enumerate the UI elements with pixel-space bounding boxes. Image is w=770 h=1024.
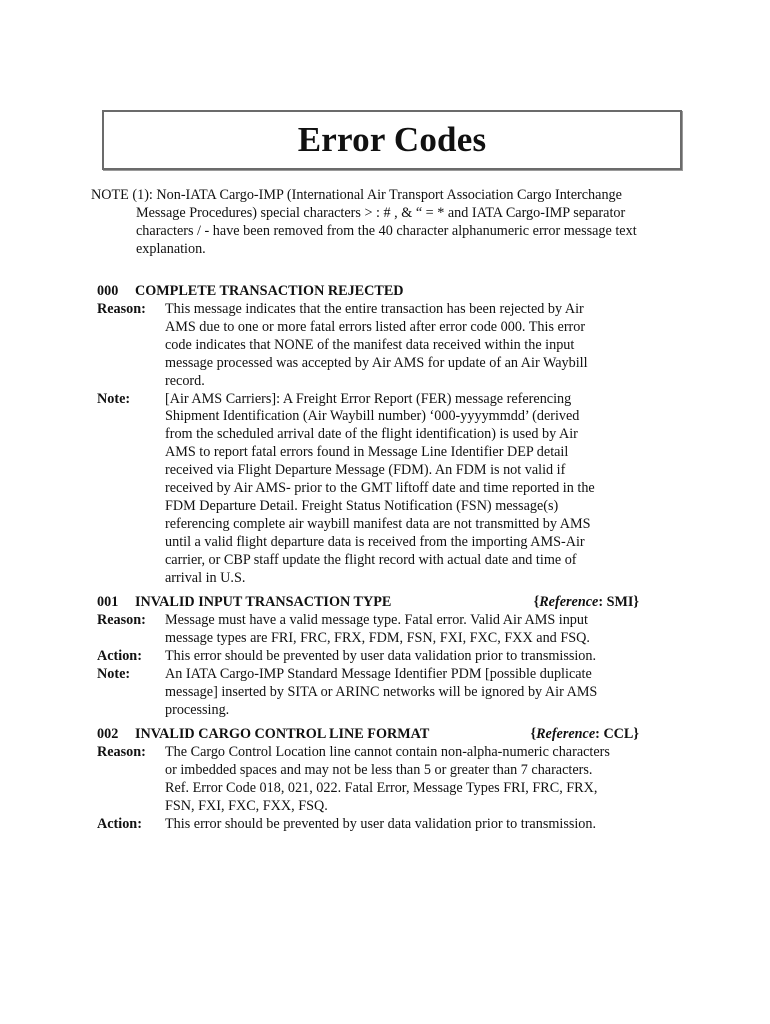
error-code: 001 [97, 594, 119, 610]
text-line: until a valid flight departure data is received from the importing AMS-Air [165, 533, 585, 550]
row-label: Note: [97, 390, 131, 407]
text-line: Ref. Error Code 018, 021, 022. Fatal Error, Message Types FRI, FRC, FRX, [165, 779, 598, 796]
text-line: [Air AMS Carriers]: A Freight Error Report (FER) message referencing [165, 390, 572, 407]
row-label: Action: [97, 647, 142, 664]
text-line: An IATA Cargo-IMP Standard Message Identifier PDM [possible duplicate [165, 665, 592, 682]
error-title: INVALID INPUT TRANSACTION TYPE [135, 594, 392, 610]
row-text [165, 391, 642, 588]
row-label: Action: [97, 815, 142, 832]
text-line: This error should be prevented by user data validation prior to transmission. [165, 815, 597, 832]
reference-label: Reference [539, 594, 599, 610]
text-line: record. [165, 372, 205, 389]
text-line: message] inserted by SITA or ARINC networks will be ignored by Air AMS [165, 683, 598, 700]
text-line: This error should be prevented by user data validation prior to transmission. [165, 647, 597, 664]
note-row [97, 391, 642, 588]
text-line: message types are FRI, FRC, FRX, FDM, FSN, FXI, FXC, FXX and FSQ. [165, 629, 590, 646]
row-text [165, 666, 642, 720]
reference-label: Reference [536, 726, 596, 742]
text-line: or imbedded spaces and may not be less than 5 or greater than 7 characters. [165, 761, 593, 778]
error-section-000 [97, 283, 642, 588]
text-line: from the scheduled arrival date of the flight identification) is used by Air [165, 426, 578, 443]
text-line: code indicates that NONE of the manifest data received within the input [165, 336, 575, 353]
error-title: COMPLETE TRANSACTION REJECTED [135, 283, 404, 299]
error-section-002 [97, 726, 642, 834]
row-label: Reason: [97, 744, 146, 760]
text-line: message processed was accepted by Air AMS for update of an Air Waybill [165, 354, 588, 371]
error-section-001 [97, 594, 642, 719]
error-code: 002 [97, 726, 119, 742]
text-line: processing. [165, 701, 230, 718]
error-title: INVALID CARGO CONTROL LINE FORMAT [135, 726, 430, 742]
text-line: FDM Departure Detail. Freight Status Notification (FSN) message(s) [165, 497, 559, 514]
text-line: AMS due to one or more fatal errors listed after error code 000. This error [165, 318, 586, 335]
reason-row [97, 301, 642, 391]
text-line: arrival in U.S. [165, 569, 246, 586]
row-text [165, 301, 642, 391]
reference-value: CCL [603, 726, 634, 742]
reference-value: SMI [606, 594, 634, 610]
text-line: This message indicates that the entire transaction has been rejected by Air [165, 301, 584, 317]
error-code: 000 [97, 283, 119, 299]
row-text [165, 816, 642, 834]
action-row [97, 648, 642, 666]
text-line: FSN, FXI, FXC, FXX, FSQ. [165, 797, 328, 814]
text-line: carrier, or CBP staff update the flight record with actual date and time of [165, 551, 577, 568]
row-text [165, 648, 642, 666]
text-line: Message must have a valid message type. Fatal error. Valid Air AMS input [165, 612, 588, 628]
reason-row [97, 612, 642, 648]
text-line: received via Flight Departure Message (FDM). An FDM is not valid if [165, 462, 566, 479]
reference-tag: {Reference: SMI} [533, 594, 639, 610]
row-label: Reason: [97, 301, 146, 317]
note-line: explanation. [136, 240, 206, 257]
text-line: received by Air AMS- prior to the GMT liftoff date and time reported in the [165, 480, 595, 497]
text-line: The Cargo Control Location line cannot contain non-alpha-numeric characters [165, 744, 610, 760]
title-box [102, 110, 682, 170]
page-title: Error Codes [297, 120, 487, 159]
row-label: Note: [97, 665, 131, 682]
text-line: Shipment Identification (Air Waybill number) ‘000-yyyymmdd’ (derived [165, 408, 580, 425]
section-heading [97, 726, 642, 744]
text-line: referencing complete air waybill manifest data are not transmitted by AMS [165, 515, 591, 532]
row-text [165, 744, 642, 816]
action-row [97, 816, 642, 834]
row-label: Reason: [97, 612, 146, 628]
row-text [165, 612, 642, 648]
note-line: NOTE (1): Non-IATA Cargo-IMP (International Air Transport Association Cargo Interchange [91, 187, 622, 203]
note-line: Message Procedures) special characters > : # , & “ = * and IATA Cargo-IMP separator [136, 204, 626, 221]
note-paragraph [91, 187, 681, 259]
note-row [97, 666, 642, 720]
note-line: characters / - have been removed from the 40 character alphanumeric error message text [136, 222, 637, 239]
section-heading [97, 594, 642, 612]
text-line: AMS to report fatal errors found in Message Line Identifier DEP detail [165, 444, 569, 461]
reference-tag: {Reference: CCL} [530, 726, 639, 742]
section-heading [97, 283, 642, 301]
reason-row [97, 744, 642, 816]
